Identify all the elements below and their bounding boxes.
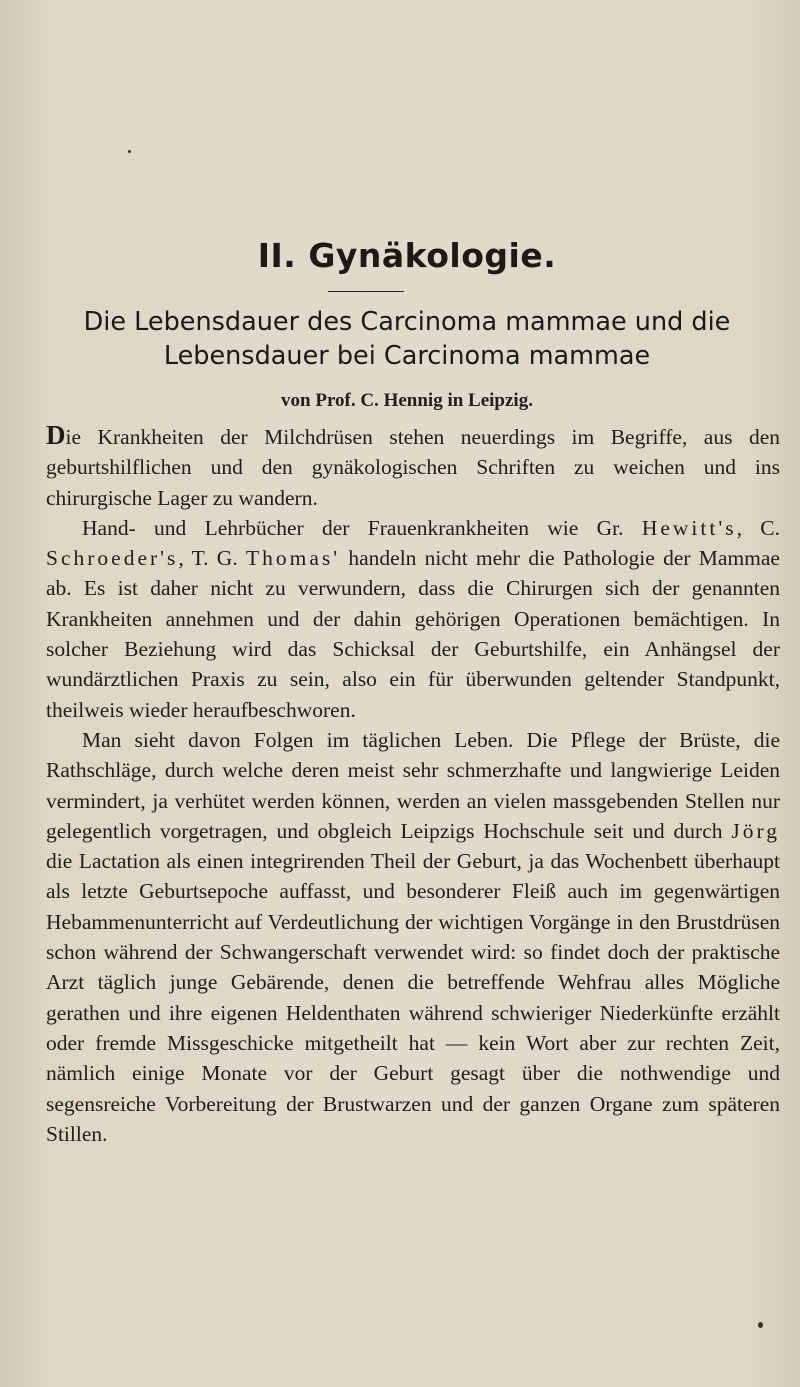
paragraph-text: die Lactation als einen integrirenden Theil der Geburt, ja das Wochenbett überhaupt als letzte Geburtsepoche auffasst, und besonderer Fleiß auch im gegenwärtigen Hebammenunterricht auf Verdeutlichung der wichtigen Vorgänge in den Brustdrüsen schon während der Schwangerschaft verwendet wird: so findet doch der praktische Arzt täglich junge Gebärende, denen die betreffende Wehfrau alles Mögliche gerathen und ihre eigenen Heldenthaten während schwieriger Niederkünfte erzählt oder fremde Missgeschicke mitgetheilt hat — kein Wort aber zur rechten Zeit, nämlich einige Monate vor der Geburt gesagt über die nothwendige und segensreiche Vorbereitung der Brustwarzen und der ganzen Organe zum späteren Stillen. (46, 849, 780, 1146)
drop-cap: D (46, 420, 66, 450)
author-name: Hewitt's (641, 515, 737, 540)
title-line: Lebensdauer bei Carcinoma mammae (163, 341, 651, 371)
paragraph-text: , T. G. (178, 546, 246, 571)
print-speck (758, 1322, 763, 1328)
paragraph (46, 513, 780, 725)
author-name: Schroeder's (46, 546, 179, 571)
heading-rule (328, 291, 404, 292)
paragraph-text: ie Krankheiten der Milchdrüsen stehen neuerdings im Begriffe, aus den geburtshilflichen und den gynäkologischen Schriften zu weichen und ins chirurgische Lager zu wandern. (46, 425, 780, 510)
paragraph-text: Man sieht davon Folgen im täglichen Leben. Die Pflege der Brüste, die Rathschläge, durch welche deren meist sehr schmerzhafte und langwierige Leiden vermindert, ja verhütet werden können, werden an vielen massgebenden Stellen nur gelegentlich vorgetragen, und obgleich Leipzigs Hochschule seit und durch (46, 727, 780, 843)
print-speck (128, 150, 131, 153)
title-line: Die Lebensdauer des Carcinoma mammae und die (83, 307, 731, 337)
paragraph-text: , C. (736, 515, 780, 540)
section-heading: II. Gynäkologie. (257, 236, 557, 275)
paragraph-text: handeln nicht mehr die Pathologie der Mammae ab. Es ist daher nicht zu verwundern, dass die Chirurgen sich der genannten Krankheiten annehmen und der dahin gehörigen Operationen bemächtigen. In solcher Beziehung wird das Schicksal der Geburtshilfe, ein Anhängsel der wundärztlichen Praxis zu sein, also ein für überwunden geltender Standpunkt, theilweis wieder heraufbeschworen. (46, 546, 780, 722)
article-title (0, 305, 800, 373)
author-name: Jörg (731, 818, 780, 843)
author-line: von Prof. C. Hennig in Leipzig. (281, 390, 533, 411)
paragraph (46, 420, 780, 513)
article-body (46, 420, 780, 1149)
paragraph (46, 725, 780, 1149)
paragraph-text: Hand- und Lehrbücher der Frauenkrankheiten wie Gr. (82, 515, 642, 540)
author-name: Thomas' (245, 546, 341, 571)
